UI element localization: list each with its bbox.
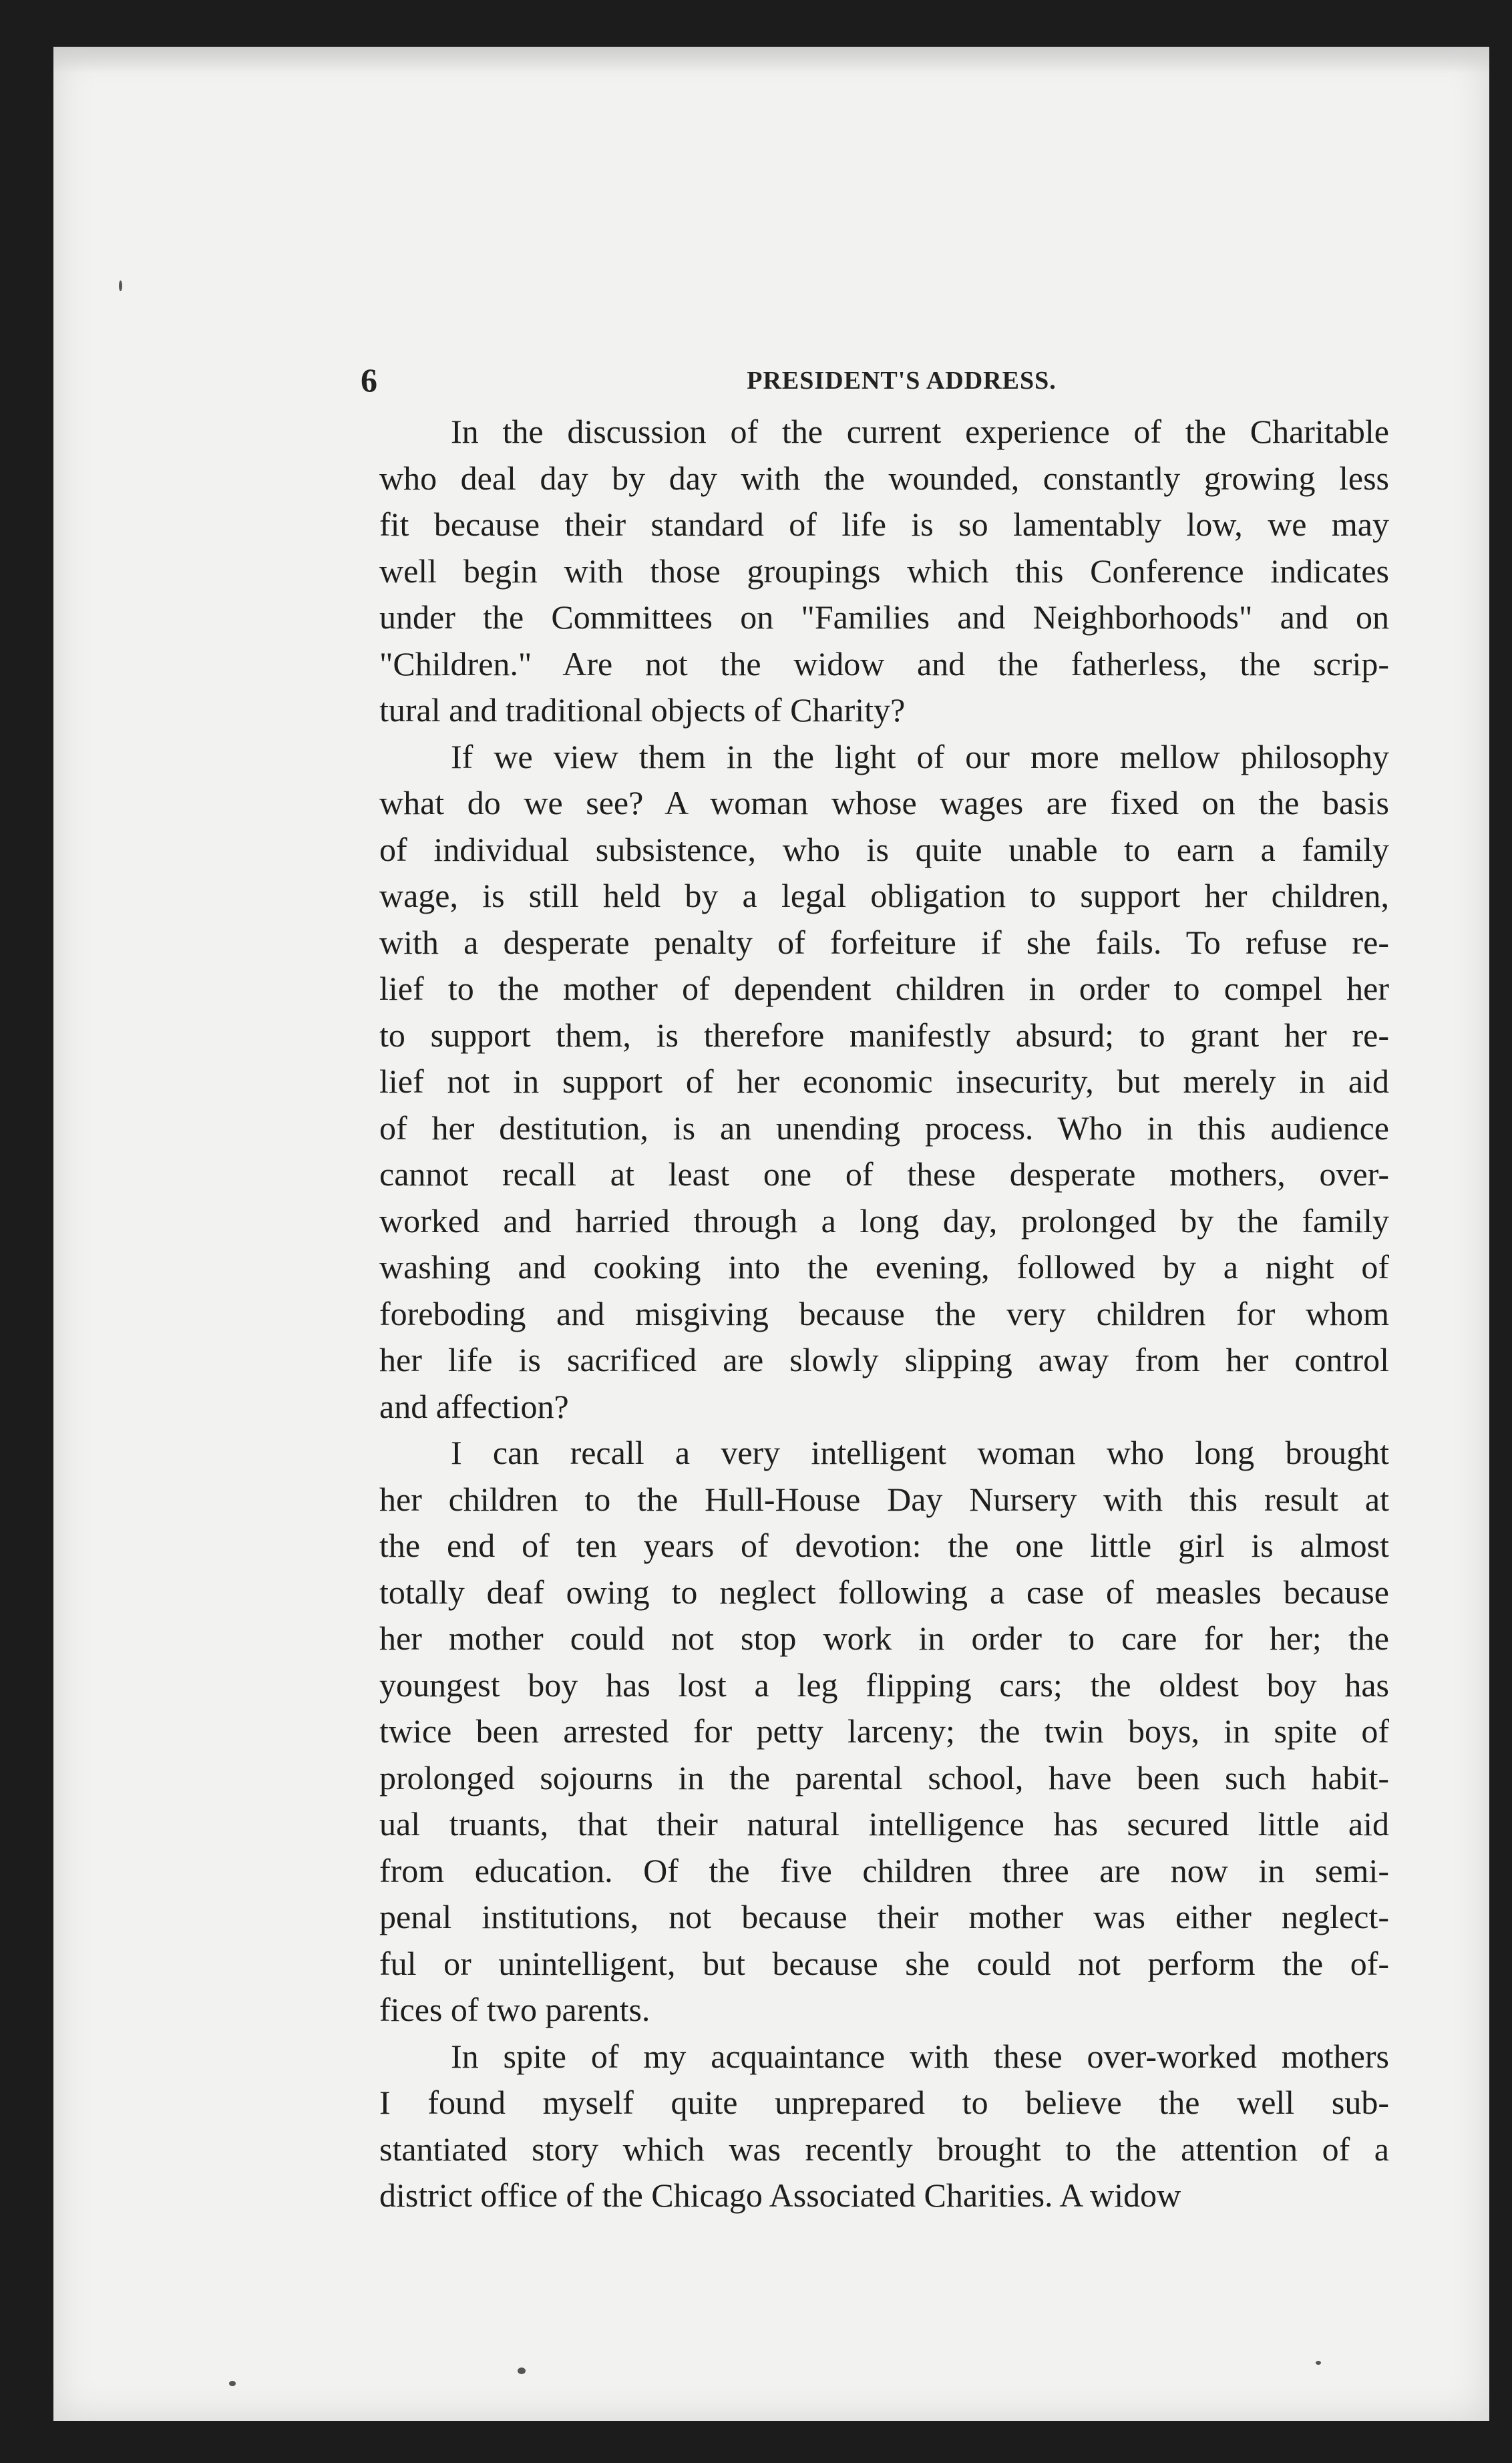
text-line: lief not in support of her economic insecurity, but merely in aid (379, 1063, 1389, 1100)
text-line: what do we see? A woman whose wages are fixed on the basis (379, 784, 1389, 821)
paragraph (379, 734, 1389, 1431)
text-line: twice been arrested for petty larceny; the twin boys, in spite of (379, 1712, 1389, 1750)
page-number: 6 (361, 361, 377, 399)
body-text (379, 409, 1389, 2219)
text-line: cannot recall at least one of these desperate mothers, over- (379, 1155, 1389, 1193)
paragraph (379, 409, 1389, 734)
text-line: worked and harried through a long day, prolonged by the family (379, 1201, 1389, 1240)
text-line: the end of ten years of devotion: the one little girl is almost (379, 1527, 1389, 1564)
text-line: penal institutions, not because their mother was either neglect- (379, 1898, 1389, 1935)
text-line: I found myself quite unprepared to believe the well sub- (379, 2084, 1389, 2121)
scan-speck (518, 2367, 526, 2374)
text-line: of her destitution, is an unending process. Who in this audience (379, 1109, 1389, 1147)
text-line: lief to the mother of dependent children in order to compel her (379, 970, 1389, 1007)
text-line: and affection? (379, 1387, 569, 1425)
text-line: her life is sacrificed are slowly slipping away from her control (379, 1341, 1389, 1378)
scan-speck (1316, 2361, 1321, 2365)
text-line: stantiated story which was recently brought to the attention of a (379, 2130, 1389, 2168)
scan-speck (119, 280, 122, 291)
text-line: who deal day by day with the wounded, constantly growing less (379, 459, 1389, 497)
text-line: prolonged sojourns in the parental school, have been such habit- (379, 1758, 1389, 1796)
text-line: her mother could not stop work in order to care for her; the (379, 1620, 1389, 1657)
scan-speck (229, 2381, 236, 2386)
text-line: foreboding and misgiving because the very children for whom (379, 1294, 1389, 1332)
text-line: ual truants, that their natural intelligence has secured little aid (379, 1805, 1389, 1843)
text-line: under the Committees on "Families and Neighborhoods" and on (379, 598, 1389, 636)
text-line: In the discussion of the current experience of the Charitable (451, 413, 1389, 450)
running-head (361, 361, 1443, 401)
text-line: If we view them in the light of our more mellow philosophy (451, 737, 1389, 775)
text-line: to support them, is therefore manifestly absurd; to grant her re- (379, 1016, 1389, 1054)
text-line: washing and cooking into the evening, followed by a night of (379, 1248, 1389, 1286)
text-line: ful or unintelligent, but because she could not perform the of- (379, 1944, 1389, 1982)
text-line: her children to the Hull-House Day Nursery with this result at (379, 1480, 1389, 1518)
text-line: fices of two parents. (379, 1991, 650, 2028)
text-line: from education. Of the five children three are now in semi- (379, 1851, 1389, 1889)
text-line: I can recall a very intelligent woman who long brought (451, 1434, 1389, 1471)
text-line: fit because their standard of life is so lamentably low, we may (379, 506, 1389, 543)
text-line: wage, is still held by a legal obligation to support her children, (379, 877, 1389, 914)
text-line: totally deaf owing to neglect following a case of measles because (379, 1573, 1389, 1611)
text-line: In spite of my acquaintance with these over-worked mothers (451, 2037, 1389, 2075)
running-title: PRESIDENT'S ADDRESS. (747, 367, 1057, 395)
text-line: "Children." Are not the widow and the fatherless, the scrip- (379, 644, 1389, 683)
paragraph (379, 2034, 1389, 2219)
paragraph (379, 1430, 1389, 2034)
text-line: youngest boy has lost a leg flipping cars; the oldest boy has (379, 1666, 1389, 1704)
text-line: of individual subsistence, who is quite unable to earn a family (379, 830, 1389, 868)
text-line: district office of the Chicago Associated Charities. A widow (379, 2176, 1181, 2214)
text-line: well begin with those groupings which this Conference indicates (379, 552, 1389, 590)
text-line: tural and traditional objects of Charity? (379, 691, 906, 729)
text-line: with a desperate penalty of forfeiture if she fails. To refuse re- (379, 923, 1389, 961)
